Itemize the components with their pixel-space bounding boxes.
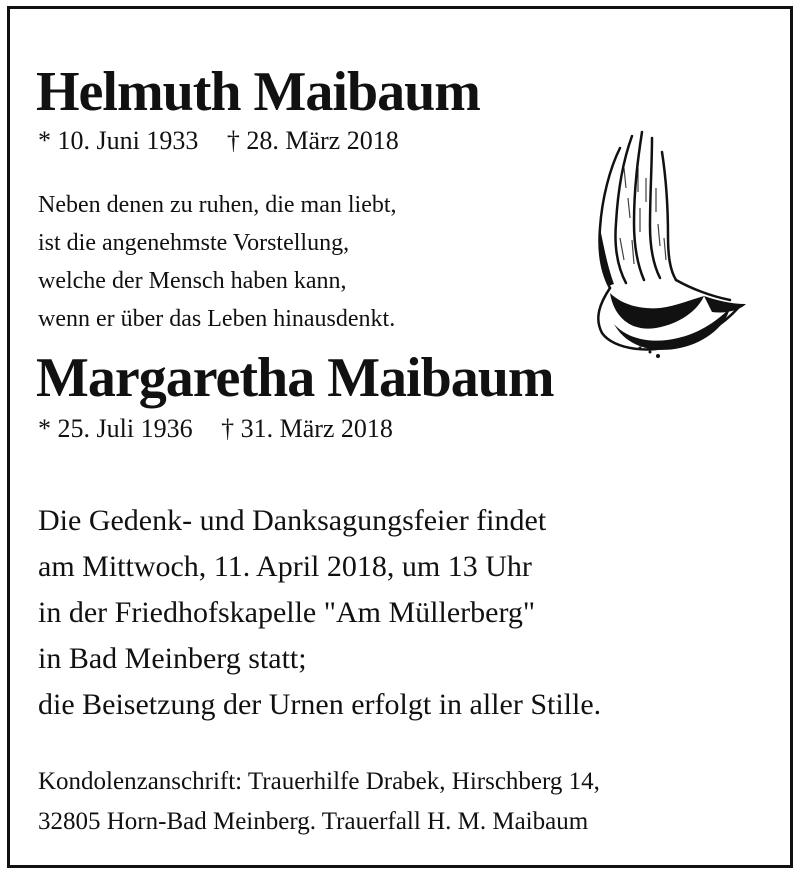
person1-dates xyxy=(38,128,399,154)
quote-line: welche der Mensch haben kann, xyxy=(38,268,347,294)
condolence-address xyxy=(38,762,600,842)
person2-dates xyxy=(38,416,393,442)
person2-birth: * 25. Juli 1936 xyxy=(38,414,193,443)
ceremony-info xyxy=(38,498,601,728)
person1-name: Helmuth Maibaum xyxy=(36,61,480,123)
contact-line: Kondolenzanschrift: Trauerhilfe Drabek, Hirschberg 14, xyxy=(38,768,600,795)
person2-death: † 31. März 2018 xyxy=(221,414,393,443)
ceremony-line: Die Gedenk- und Danksagungsfeier findet xyxy=(38,504,547,537)
ceremony-line: am Mittwoch, 11. April 2018, um 13 Uhr xyxy=(38,550,532,583)
person2-name: Margaretha Maibaum xyxy=(36,347,554,409)
ceremony-line: in der Friedhofskapelle "Am Müllerberg" xyxy=(38,596,536,629)
ceremony-line: die Beisetzung der Urnen erfolgt in aller Stille. xyxy=(38,688,602,721)
person1-death: † 28. März 2018 xyxy=(226,126,399,155)
quote-line: ist die angenehmste Vorstellung, xyxy=(38,230,350,256)
praying-hands-icon xyxy=(580,128,750,358)
contact-line: 32805 Horn-Bad Meinberg. Trauerfall H. M. Maibaum xyxy=(38,808,589,835)
quote-line: Neben denen zu ruhen, die man liebt, xyxy=(38,192,397,218)
person1-birth: * 10. Juni 1933 xyxy=(38,126,199,155)
quote-line: wenn er über das Leben hinausdenkt. xyxy=(38,306,396,332)
memorial-quote xyxy=(38,186,397,338)
ceremony-line: in Bad Meinberg statt; xyxy=(38,642,307,675)
